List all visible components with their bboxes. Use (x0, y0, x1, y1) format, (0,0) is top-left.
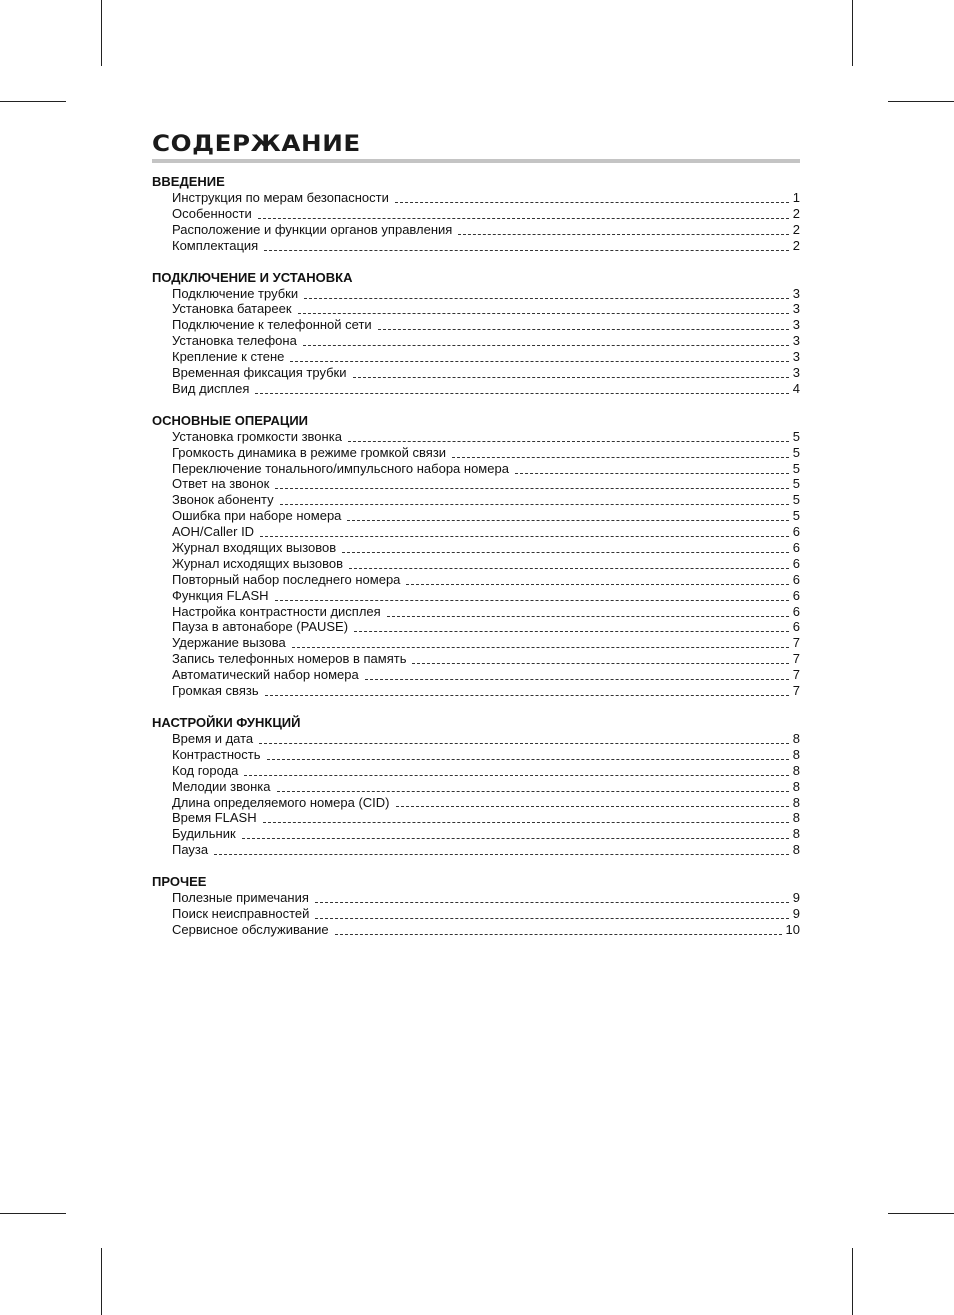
toc-page-number: 6 (792, 571, 800, 587)
toc-entry[interactable] (152, 842, 800, 858)
section-heading: НАСТРОЙКИ ФУНКЦИЙ (152, 714, 301, 730)
toc-entry[interactable] (152, 906, 800, 922)
dotted-leader (353, 376, 789, 378)
toc-page-number: 3 (792, 285, 800, 301)
toc-entry[interactable] (152, 190, 800, 206)
dotted-leader (354, 630, 789, 632)
dotted-leader (244, 774, 788, 776)
dotted-leader (396, 805, 789, 807)
toc-entry-label: Контрастность (172, 746, 261, 762)
toc-section (152, 270, 800, 397)
dotted-leader (348, 440, 789, 442)
dotted-leader (395, 201, 789, 203)
toc-entry[interactable] (152, 238, 800, 254)
toc-page-number: 2 (792, 237, 800, 253)
toc-entry-label: Особенности (172, 205, 252, 221)
toc-entry-label: Код города (172, 762, 239, 778)
toc-page-number: 9 (792, 905, 800, 921)
dotted-leader (275, 487, 789, 489)
dotted-leader (349, 567, 789, 569)
section-heading: ПРОЧЕЕ (152, 874, 207, 890)
section-heading: ОСНОВНЫЕ ОПЕРАЦИИ (152, 412, 309, 428)
crop-mark (0, 1213, 66, 1214)
toc-entry[interactable] (152, 492, 800, 508)
toc-entry-label: Громкость динамика в режиме громкой связи (172, 444, 447, 460)
toc-entry[interactable] (152, 556, 800, 572)
toc-page-number: 8 (792, 762, 800, 778)
toc-entry-label: Ошибка при наборе номера (172, 508, 342, 524)
toc-entry[interactable] (152, 301, 800, 317)
toc-entry-label: Длина определяемого номера (CID) (172, 794, 390, 810)
crop-mark (101, 0, 102, 66)
toc-entry[interactable] (152, 683, 800, 699)
toc-entry-label: Функция FLASH (172, 587, 269, 603)
toc-entry-label: Расположение и функции органов управления (172, 221, 453, 237)
crop-mark (852, 0, 853, 66)
toc-page-number: 5 (792, 508, 800, 524)
toc-page-number: 3 (792, 365, 800, 381)
dotted-leader (260, 535, 789, 537)
toc-entry-label: Повторный набор последнего номера (172, 571, 401, 587)
toc-entry-label: Мелодии звонка (172, 778, 271, 794)
toc-entry[interactable] (152, 731, 800, 747)
toc-page-number: 3 (792, 333, 800, 349)
toc-entry[interactable] (152, 763, 800, 779)
toc-entry-label: Инструкция по мерам безопасности (172, 190, 389, 205)
page-title: СОДЕРЖАНИЕ (152, 132, 361, 157)
toc-page-number: 5 (792, 444, 800, 460)
dotted-leader (258, 217, 789, 219)
toc-entry-label: Крепление к стене (172, 349, 285, 365)
toc-entry-label: Установка телефона (172, 333, 297, 349)
dotted-leader (298, 312, 789, 314)
toc-entry[interactable] (152, 747, 800, 763)
dotted-leader (315, 917, 788, 919)
dotted-leader (292, 646, 789, 648)
toc-page-number: 2 (792, 221, 800, 237)
toc-entry[interactable] (152, 381, 800, 397)
toc-section (152, 715, 800, 858)
toc-entry-label: Установка батареек (172, 301, 292, 317)
toc-page-number: 5 (792, 428, 800, 444)
toc-entry[interactable] (152, 206, 800, 222)
toc-entry-label: Журнал исходящих вызовов (172, 555, 343, 571)
dotted-leader (277, 790, 789, 792)
crop-mark (888, 1213, 954, 1214)
title-divider (152, 159, 800, 163)
toc-entry[interactable] (152, 635, 800, 651)
toc-page-number: 6 (792, 524, 800, 540)
toc-entry-label: Автоматический набор номера (172, 667, 359, 683)
dotted-leader (515, 472, 789, 474)
toc-page-number: 2 (792, 205, 800, 221)
toc-entry[interactable] (152, 922, 800, 938)
dotted-leader (458, 233, 788, 235)
toc-entry[interactable] (152, 222, 800, 238)
crop-mark (101, 1248, 102, 1315)
dotted-leader (406, 583, 788, 585)
toc-page-number: 6 (792, 555, 800, 571)
toc-entry-label: Подключение к телефонной сети (172, 317, 372, 333)
toc-entry-label: Временная фиксация трубки (172, 365, 347, 381)
toc-page-number: 7 (792, 635, 800, 651)
toc-section (152, 874, 800, 938)
dotted-leader (290, 360, 788, 362)
toc-entry[interactable] (152, 286, 800, 302)
toc-entry-label: Настройка контрастности дисплея (172, 603, 381, 619)
toc-entry-label: Полезные примечания (172, 890, 309, 906)
crop-mark (0, 101, 66, 102)
toc-entry[interactable] (152, 604, 800, 620)
crop-mark (888, 101, 954, 102)
dotted-leader (242, 837, 789, 839)
toc-entry-label: Пауза (172, 842, 209, 858)
dotted-leader (304, 297, 789, 299)
toc-page-number: 5 (792, 476, 800, 492)
toc-entry-label: Журнал входящих вызовов (172, 540, 337, 556)
toc-entry[interactable] (152, 651, 800, 667)
toc-page-number: 4 (792, 380, 800, 396)
toc-page-number: 6 (792, 603, 800, 619)
toc-entry[interactable] (152, 476, 800, 492)
toc-entry-label: Ответ на звонок (172, 476, 270, 492)
toc-entry-label: Сервисное обслуживание (172, 921, 329, 937)
dotted-leader (335, 933, 782, 935)
toc-entry[interactable] (152, 826, 800, 842)
toc-page-number: 8 (792, 778, 800, 794)
dotted-leader (347, 519, 788, 521)
dotted-leader (315, 901, 789, 903)
toc-entry-label: Время FLASH (172, 810, 257, 826)
toc-entry-label: Поиск неисправностей (172, 905, 310, 921)
toc-entry[interactable] (152, 365, 800, 381)
toc-page-number: 8 (792, 746, 800, 762)
toc-page-number: 5 (792, 492, 800, 508)
toc-page-number: 8 (792, 810, 800, 826)
toc-page-number: 6 (792, 587, 800, 603)
toc-entry[interactable] (152, 349, 800, 365)
toc-page-number: 3 (792, 301, 800, 317)
toc-entry-label: Установка громкости звонка (172, 428, 342, 444)
toc-page-number: 10 (785, 921, 800, 937)
dotted-leader (378, 328, 789, 330)
toc-entry[interactable] (152, 810, 800, 826)
toc-entry-label: Пауза в автонаборе (PAUSE) (172, 619, 349, 635)
dotted-leader (255, 392, 788, 394)
dotted-leader (264, 249, 789, 251)
toc-entry[interactable] (152, 461, 800, 477)
toc-section (152, 413, 800, 699)
dotted-leader (342, 551, 789, 553)
toc-entry[interactable] (152, 429, 800, 445)
toc-page-number: 8 (792, 842, 800, 858)
toc-entry[interactable] (152, 572, 800, 588)
dotted-leader (267, 758, 789, 760)
toc-entry-label: Вид дисплея (172, 380, 250, 396)
section-heading: ПОДКЛЮЧЕНИЕ И УСТАНОВКА (152, 269, 353, 285)
dotted-leader (265, 694, 789, 696)
toc-entry-label: АОН/Caller ID (172, 524, 255, 540)
toc-page-number: 5 (792, 460, 800, 476)
toc-entry[interactable] (152, 317, 800, 333)
toc-entry-label: Подключение трубки (172, 285, 299, 301)
toc-entry[interactable] (152, 779, 800, 795)
toc-section (152, 174, 800, 254)
dotted-leader (387, 615, 789, 617)
crop-mark (852, 1248, 853, 1315)
toc-page-number: 7 (792, 667, 800, 683)
toc-entry-label: Запись телефонных номеров в память (172, 651, 407, 667)
toc-entry-label: Комплектация (172, 237, 259, 253)
toc-page-number: 6 (792, 619, 800, 635)
toc-entry[interactable] (152, 333, 800, 349)
toc-page-number: 8 (792, 794, 800, 810)
toc-entry-label: Громкая связь (172, 683, 259, 699)
dotted-leader (214, 853, 789, 855)
toc-page-number: 3 (792, 349, 800, 365)
toc-page-number: 3 (792, 317, 800, 333)
toc-entry-label: Удержание вызова (172, 635, 286, 651)
table-of-contents (152, 174, 800, 954)
dotted-leader (259, 742, 789, 744)
toc-entry[interactable] (152, 524, 800, 540)
toc-page-number: 6 (792, 540, 800, 556)
toc-entry[interactable] (152, 540, 800, 556)
dotted-leader (452, 456, 789, 458)
toc-entry-label: Звонок абоненту (172, 492, 274, 508)
toc-entry[interactable] (152, 508, 800, 524)
toc-entry[interactable] (152, 890, 800, 906)
toc-page-number: 8 (792, 730, 800, 746)
dotted-leader (303, 344, 789, 346)
toc-entry[interactable] (152, 619, 800, 635)
toc-page-number: 8 (792, 826, 800, 842)
toc-entry[interactable] (152, 795, 800, 811)
toc-page-number: 1 (792, 190, 800, 205)
dotted-leader (275, 599, 789, 601)
toc-entry-label: Переключение тонального/импульсного набора номера (172, 460, 509, 476)
toc-page-number: 7 (792, 651, 800, 667)
dotted-leader (412, 662, 788, 664)
toc-page-number: 9 (792, 890, 800, 906)
dotted-leader (280, 503, 789, 505)
toc-entry[interactable] (152, 667, 800, 683)
toc-entry-label: Будильник (172, 826, 236, 842)
toc-entry[interactable] (152, 445, 800, 461)
toc-page-number: 7 (792, 683, 800, 699)
dotted-leader (365, 678, 789, 680)
dotted-leader (263, 821, 789, 823)
toc-entry[interactable] (152, 588, 800, 604)
toc-entry-label: Время и дата (172, 730, 254, 746)
section-heading: ВВЕДЕНИЕ (152, 174, 225, 189)
